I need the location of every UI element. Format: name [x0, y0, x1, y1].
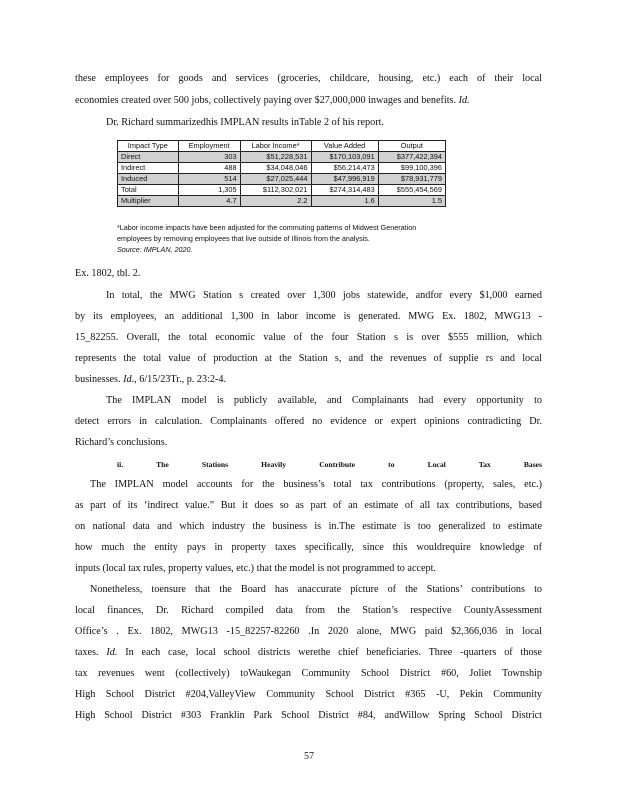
para1-line2-text: economies created over 500 jobs, collectively paying over $27,000,000 inwages and benefits.: [75, 95, 457, 106]
para4-line1: The IMPLAN model accounts for the business’s total tax contributions (property, sales, etc.): [90, 479, 542, 490]
table-cell: 303: [178, 152, 240, 163]
para2-line4: represents the total value of production at the Station s, and the revenues of supplie rs and local: [75, 353, 542, 364]
table-row: [118, 174, 446, 185]
table-cell: 1.5: [378, 196, 445, 207]
table-cell: 2.2: [240, 196, 311, 207]
para1-line2: [75, 95, 542, 107]
table-header-cell: Labor Income*: [240, 141, 311, 152]
table-cell: $555,454,569: [378, 185, 445, 196]
table-header-row: [118, 141, 446, 152]
para3-line1: The IMPLAN model is publicly available, and Complainants had every opportunity to: [106, 395, 542, 406]
section-heading: ii. The Stations Heavily Contribute to Local Tax Bases: [117, 460, 542, 469]
table-cell: $170,103,091: [311, 152, 378, 163]
para4-line5: inputs (local tax rules, property values, etc.) that the model is not programmed to accept.: [75, 563, 436, 574]
table-cell: $99,100,396: [378, 163, 445, 174]
para2-line1: In total, the MWG Station s created over 1,300 jobs statewide, andfor every $1,000 earned: [106, 290, 542, 301]
para5-line5: tax revenues went (collectively) toWaukegan Community School District #60, Joliet Township: [75, 668, 542, 679]
table-cell: 1,305: [178, 185, 240, 196]
table-cell: 1.6: [311, 196, 378, 207]
table-footnote-line2: employees by removing employees that live outside of Illinois from the analysis.: [117, 234, 370, 243]
table-header-cell: Employment: [178, 141, 240, 152]
para5-line1: Nonetheless, toensure that the Board has anaccurate picture of the Stations’ contributions to: [90, 584, 542, 595]
table-cell: $112,302,021: [240, 185, 311, 196]
para5-line2: local finances, Dr. Richard compiled data from the Station’s respective CountyAssessment: [75, 605, 542, 616]
para2-line3: 15_82255. Overall, the total economic value of the four Station s is over $555 million, which: [75, 332, 542, 343]
table-cell: Total: [118, 185, 179, 196]
table-header-cell: Output: [378, 141, 445, 152]
table-cell: Direct: [118, 152, 179, 163]
para5-line4-text: taxes.: [75, 647, 99, 658]
table-citation: Ex. 1802, tbl. 2.: [75, 268, 141, 279]
citation-id: Id.: [106, 647, 118, 658]
table-source: Source: IMPLAN, 2020.: [117, 245, 193, 254]
table-cell: $274,314,483: [311, 185, 378, 196]
citation-id: Id.: [458, 95, 470, 106]
table-header-cell: Impact Type: [118, 141, 179, 152]
para2-line5: [75, 374, 542, 386]
table-row: [118, 152, 446, 163]
para5-line3: Office’s . Ex. 1802, MWG13 -15_82257-82260 .In 2020 alone, MWG paid $2,366,036 in local: [75, 626, 542, 637]
para4-line2: as part of its ‘indirect value.” But it does so as part of an estimate of all tax contributions, based: [75, 500, 542, 511]
table-row: [118, 196, 446, 207]
table-cell: $56,214,473: [311, 163, 378, 174]
para1-line1: these employees for goods and services (groceries, childcare, housing, etc.) each of their local: [75, 73, 542, 84]
table-cell: Multiplier: [118, 196, 179, 207]
page-number: 57: [304, 751, 314, 762]
para2-line5-text: businesses.: [75, 374, 121, 385]
table-cell: Indirect: [118, 163, 179, 174]
table-header-cell: Value Added: [311, 141, 378, 152]
table-cell: $377,422,394: [378, 152, 445, 163]
table-row: [118, 163, 446, 174]
table-cell: 514: [178, 174, 240, 185]
table-cell: $78,931,779: [378, 174, 445, 185]
para4-line4: how much the entity pays in property taxes specifically, since this wouldrequire knowledge of: [75, 542, 542, 553]
para1-line3: Dr. Richard summarizedhis IMPLAN results inTable 2 of his report.: [106, 117, 384, 128]
citation-id: Id: [123, 374, 132, 385]
para5-line7: High School District #303 Franklin Park School District #84, andWillow Spring School District: [75, 710, 542, 721]
table-row-total: [118, 185, 446, 196]
para5-line6: High School District #204,ValleyView Community School District #365 -U, Pekin Community: [75, 689, 542, 700]
table-cell: 4.7: [178, 196, 240, 207]
table-cell: $47,996,919: [311, 174, 378, 185]
implan-results-table: [117, 140, 446, 207]
table-cell: $51,228,531: [240, 152, 311, 163]
para5-line4-rest: In each case, local school districts werethe chief beneficiaries. Three -quarters of those: [125, 647, 543, 658]
para4-line3: on national data and which industry the business is in.The estimate is too generalized to estimate: [75, 521, 542, 532]
table-footnote-line1: *Labor income impacts have been adjusted for the commuting patterns of Midwest Generation: [117, 223, 417, 232]
table-cell: Induced: [118, 174, 179, 185]
para2-line2: by its employees, an additional 1,300 in labor income is generated. MWG Ex. 1802, MWG13 -: [75, 311, 542, 322]
table-cell: $27,025,444: [240, 174, 311, 185]
para3-line3: Richard’s conclusions.: [75, 437, 168, 448]
para5-line4: [75, 647, 542, 659]
para3-line2: detect errors in calculation. Complainants offered no evidence or expert opinions contradicting Dr.: [75, 416, 542, 427]
para2-line5-rest: ., 6/15/23Tr., p. 23:2-4.: [131, 374, 227, 385]
table-cell: $34,048,046: [240, 163, 311, 174]
table-cell: 488: [178, 163, 240, 174]
